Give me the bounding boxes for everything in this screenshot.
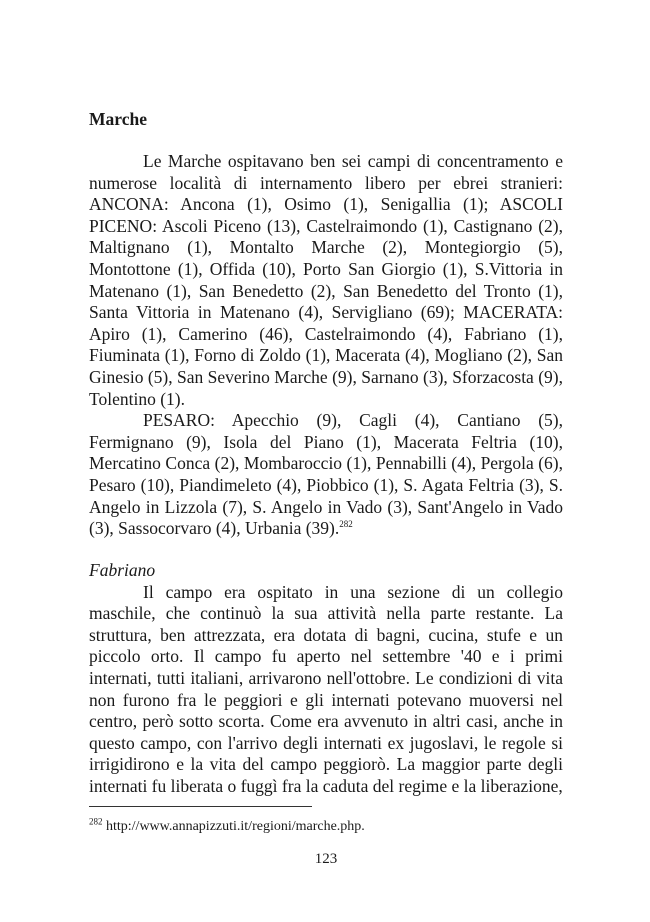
subsection-paragraph: Il campo era ospitato in una sezione di un collegio maschile, che continuò la sua attività nella parte restante. La struttura, ben attrezzata, era dotata di bagni, cucina, stufe e un piccolo orto. Il campo fu aperto nel settembre '40 e i primi internati, tutti italiani, arrivarono nell'ottobre. Le condizioni di vita non furono fra le peggiori e gli internati potevano muoversi nel centro, però sotto scorta. Come era avvenuto in altri casi, anche in questo campo, con l'arrivo degli internati ex jugoslavi, le regole si irrigidirono e la vita del campo peggiorò. La maggior parte degli internati fu liberata o fuggì fra la caduta del regime e la liberazione, [89,581,563,796]
footnote-reference[interactable]: 282 [339,519,353,530]
body-paragraph-2 [89,410,563,540]
subsection-heading: Fabriano [89,560,156,580]
page-number: 123 [314,851,338,867]
body-paragraph-2-text: PESARO: Apecchio (9), Cagli (4), Cantiano (5), Fermignano (9), Isola del Piano (1), Macerata Feltria (10), Mercatino Conca (2), Mombaroccio (1), Pennabilli (4), Pergola (6), Pesaro (10), Piandimeleto (4), Piobbico (1), S. Agata Feltria (3), S. Angelo in Lizzola (7), S. Angelo in Vado (3), Sant'Angelo in Vado (3), Sassocorvaro (4), Urbania (39). [89,410,563,539]
footnote-divider [89,806,312,807]
section-heading: Marche [89,109,147,129]
section-body [89,151,563,540]
footnote [89,818,365,836]
subsection [89,560,563,798]
footnote-text: http://www.annapizzuti.it/regioni/marche.php. [102,819,365,834]
footnote-number: 282 [89,816,103,827]
body-paragraph-1: Le Marche ospitavano ben sei campi di concentramento e numerose località di internamento libero per ebrei stranieri: ANCONA: Ancona (1), Osimo (1), Senigallia (1); ASCOLI PICENO: Ascoli Piceno (13), Castelraimondo (1), Castignano (2), Maltignano (1), Montalto Marche (2), Montegiorgio (5), Montottone (1), Offida (10), Porto San Giorgio (1), S.Vittoria in Matenano (1), San Benedetto (2), San Benedetto del Tronto (1), Santa Vittoria in Matenano (4), Servigliano (69); MACERATA: Apiro (1), Camerino (46), Castelraimondo (4), Fabriano (1), Fiuminata (1), Forno di Zoldo (1), Macerata (4), Mogliano (2), San Ginesio (5), San Severino Marche (9), Sarnano (3), Sforzacosta (9), Tolentino (1). [89,151,563,409]
